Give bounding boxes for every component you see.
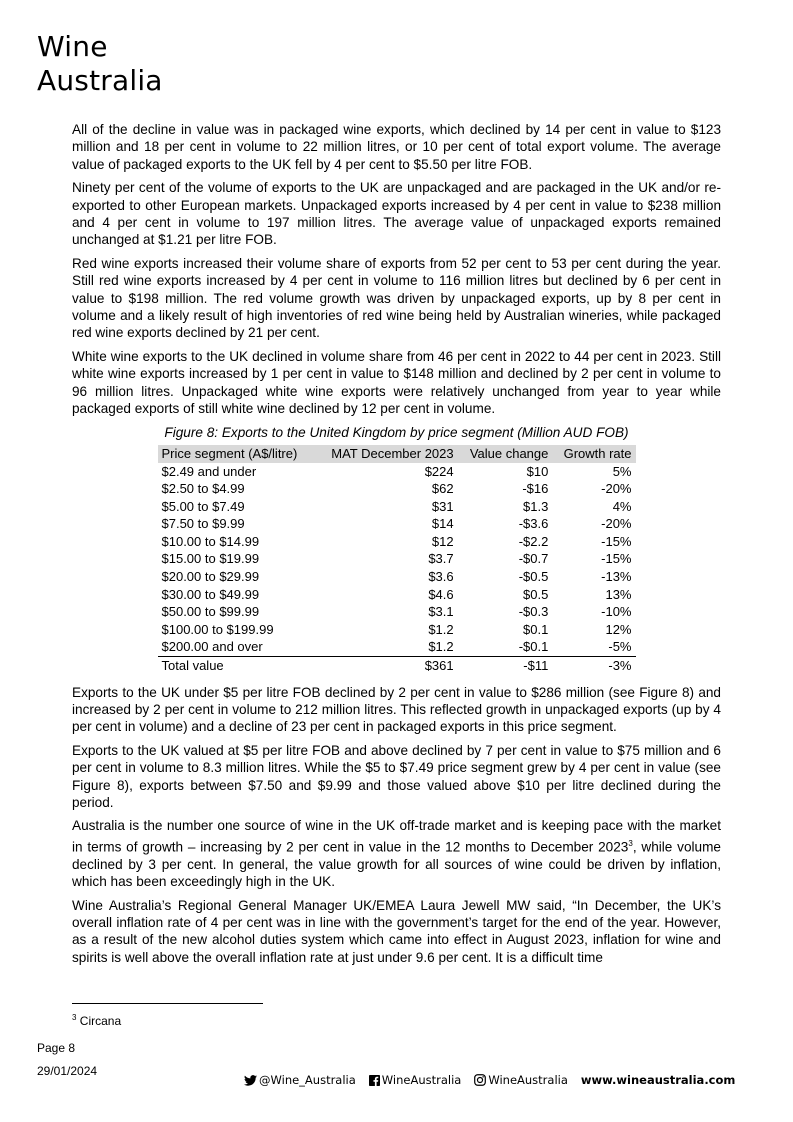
table-cell: $3.1 <box>428 604 454 620</box>
table-cell: $1.3 <box>523 498 549 514</box>
footnote-divider <box>72 1003 263 1004</box>
table-cell: $3.6 <box>428 569 454 585</box>
table-row <box>158 533 636 551</box>
instagram-link[interactable] <box>474 1073 568 1087</box>
table-cell: $100.00 to $199.99 <box>161 621 274 637</box>
instagram-icon <box>474 1074 486 1086</box>
table-cell: -3% <box>552 657 635 675</box>
table-cell: $200.00 and over <box>161 639 263 655</box>
instagram-handle: WineAustralia <box>488 1073 568 1087</box>
table-row <box>158 480 636 498</box>
table-cell: -10% <box>601 604 632 620</box>
table-cell: -$0.3 <box>518 604 549 620</box>
table-cell: -$3.6 <box>518 516 549 532</box>
table-cell: $12 <box>431 533 454 549</box>
footnote-ref: 3 <box>628 838 633 848</box>
table-cell: $1.2 <box>428 621 454 637</box>
table-total-row <box>158 657 636 675</box>
paragraph: Ninety per cent of the volume of exports to the UK are unpackaged and are packaged in the UK and/or re-exported to other European markets. Unpackaged exports increased by 4 per cent in value to $238 million and 4 per cent in volume to 197 million litres. The average value of unpackaged exports remained unchanged at $1.21 per litre FOB. <box>72 180 721 248</box>
paragraph-text: , while volume declined by 3 per cent. In general, the value growth for all sources of wine could be driven by inflation, which has been exceedingly high in the UK. <box>72 839 721 890</box>
table-cell: -20% <box>601 516 632 532</box>
table-row <box>158 515 636 533</box>
table-body <box>158 463 636 657</box>
main-content <box>72 121 721 972</box>
table-cell: -$16 <box>522 481 549 497</box>
table-row <box>158 463 636 481</box>
column-header: MAT December 2023 <box>315 445 458 463</box>
logo-line-2: Australia <box>37 64 163 97</box>
table-row <box>158 498 636 516</box>
table-cell: $10 <box>526 463 549 479</box>
table-cell: $2.49 and under <box>161 463 257 479</box>
table-cell: Total value <box>158 657 315 675</box>
table-row <box>158 603 636 621</box>
paragraph: All of the decline in value was in packaged wine exports, which declined by 14 per cent in value to $123 million and 18 per cent in volume to 22 million litres, or 10 per cent of total export volume. The average value of packaged exports to the UK fell by 4 per cent to $5.50 per litre FOB. <box>72 122 721 172</box>
table-row <box>158 586 636 604</box>
figure-caption: Figure 8: Exports to the United Kingdom by price segment (Million AUD FOB) <box>164 424 629 440</box>
wine-australia-logo <box>37 30 163 98</box>
table-cell: 5% <box>612 463 632 479</box>
table-cell: $4.6 <box>428 586 454 602</box>
table-cell: $0.5 <box>523 586 549 602</box>
paragraph: White wine exports to the UK declined in volume share from 46 per cent in 2022 to 44 per cent in 2023. Still white wine exports increased by 1 per cent in value to $148 million and declined by 2 per cent in volume to 96 million litres. Unpackaged white wine exports were relatively unchanged from year to year while packaged exports of still white wine declined by 12 per cent in volume. <box>72 348 721 417</box>
page-number: Page 8 <box>37 1041 76 1055</box>
facebook-link[interactable] <box>369 1073 462 1087</box>
table-cell: -$0.7 <box>518 551 549 567</box>
table-cell: $1.2 <box>428 639 454 655</box>
table-cell: $10.00 to $14.99 <box>161 533 260 549</box>
column-header: Value change <box>458 445 553 463</box>
table-cell: $50.00 to $99.99 <box>161 604 260 620</box>
footnote-number: 3 <box>72 1013 77 1022</box>
paragraph: Wine Australia’s Regional General Manager UK/EMEA Laura Jewell MW said, “In December, the UK’s overall inflation rate of 4 per cent was in line with the government’s target for the end of the year. However, as a result of the new alcohol duties system which came into effect in August 2023, inflation for wine and spirits is well above the overall inflation rate at just under 9.6 per cent. It is a difficult time <box>72 897 721 965</box>
table-cell: $62 <box>431 481 454 497</box>
table-header-row <box>158 445 636 463</box>
table-cell: -$0.5 <box>518 569 549 585</box>
table-cell: $5.00 to $7.49 <box>161 498 245 514</box>
table-cell: -15% <box>601 551 632 567</box>
table-cell: $14 <box>431 516 454 532</box>
table-cell: $361 <box>315 657 458 675</box>
table-cell: -5% <box>608 639 632 655</box>
table-cell: $3.7 <box>428 551 454 567</box>
twitter-icon <box>244 1075 257 1086</box>
document-date: 29/01/2024 <box>37 1064 98 1078</box>
column-header: Growth rate <box>552 445 635 463</box>
table-cell: -15% <box>601 533 632 549</box>
facebook-icon <box>369 1075 380 1086</box>
twitter-handle: @Wine_Australia <box>259 1073 356 1087</box>
table-cell: $224 <box>424 463 454 479</box>
paragraph: Red wine exports increased their volume share of exports from 52 per cent to 53 per cent during the year. Still red wine exports increased by 4 per cent in volume to 116 million litres but declined by 6 per cent in value to $198 million. The red volume growth was driven by unpackaged exports, up by 8 per cent in volume and a likely result of high inventories of red wine being held by Australian wineries, while packaged red wine exports declined by 21 per cent. <box>72 255 721 341</box>
facebook-handle: WineAustralia <box>381 1073 462 1087</box>
table-cell: -20% <box>601 481 632 497</box>
table-cell: $30.00 to $49.99 <box>161 586 260 602</box>
footnote <box>72 1013 121 1028</box>
footnote-text: Circana <box>79 1014 122 1028</box>
table-cell: 13% <box>605 586 632 602</box>
table-row <box>158 550 636 568</box>
table-cell: -$11 <box>458 657 553 675</box>
table-row <box>158 568 636 586</box>
table-cell: $15.00 to $19.99 <box>161 551 260 567</box>
table-cell: $31 <box>431 498 454 514</box>
table-cell: 4% <box>612 498 632 514</box>
price-segment-table <box>158 445 636 675</box>
table-cell: -$2.2 <box>518 533 549 549</box>
table-cell: $0.1 <box>523 621 549 637</box>
table-cell: -13% <box>601 569 632 585</box>
column-header: Price segment (A$/litre) <box>158 445 315 463</box>
table-row <box>158 638 636 656</box>
social-links <box>244 1073 748 1087</box>
website-link[interactable]: www.wineaustralia.com <box>580 1073 736 1087</box>
table-cell: $2.50 to $4.99 <box>161 481 245 497</box>
twitter-link[interactable] <box>244 1073 356 1087</box>
table-cell: -$0.1 <box>518 639 549 655</box>
paragraph: Exports to the UK valued at $5 per litre FOB and above declined by 7 per cent in value to $75 million and 6 per cent in volume to 8.3 million litres. While the $5 to $7.49 price segment grew by 4 per cent in value (see Figure 8), exports between $7.50 and $9.99 and those valued above $10 per litre declined during the period. <box>72 742 721 811</box>
paragraph: Exports to the UK under $5 per litre FOB declined by 2 per cent in value to $286 million (see Figure 8) and increased by 2 per cent in volume to 212 million litres. This reflected growth in unpackaged exports (up by 4 per cent in volume) and a decline of 23 per cent in packaged exports in this price segment. <box>72 684 721 735</box>
table-cell: $20.00 to $29.99 <box>161 569 260 585</box>
logo-line-1: Wine <box>37 30 108 63</box>
paragraph <box>72 817 721 890</box>
paragraph-text: Australia is the number one source of wine in the UK off-trade market and is keeping pace with the market in terms of growth – increasing by 2 per cent in value in the 12 months to December 2023 <box>72 818 721 855</box>
table-cell: 12% <box>605 621 632 637</box>
table-cell: $7.50 to $9.99 <box>161 516 245 532</box>
table-row <box>158 621 636 639</box>
